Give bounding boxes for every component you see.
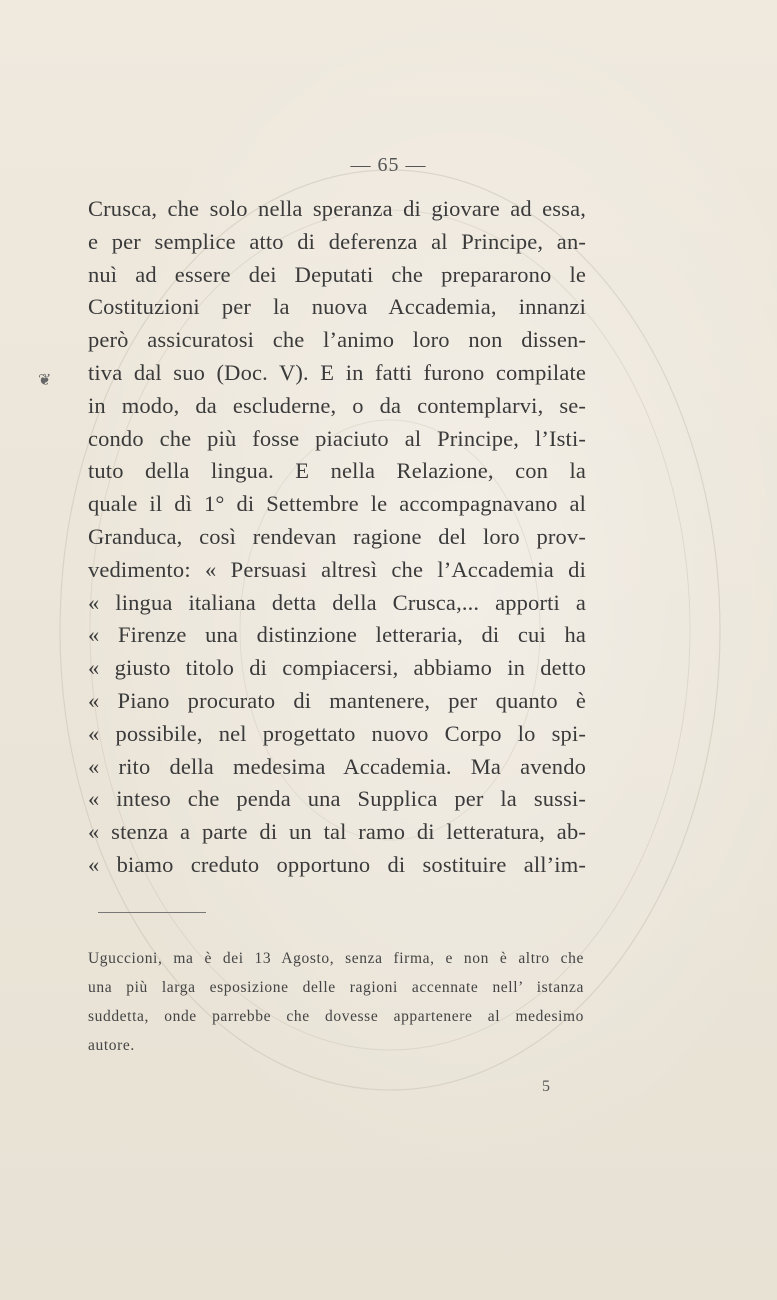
footnote-divider [98,912,206,913]
text-line: « possibile, nel progettato nuovo Corpo lo spi- [88,720,586,746]
margin-mark: ❦ [38,372,52,389]
footnote-line: una più larga esposizione delle ragioni accennate nell’ istanza [88,979,584,996]
text-line: in modo, da escluderne, o da contemplarvi, se- [88,392,586,418]
text-line: « giusto titolo di compiacersi, abbiamo in detto [88,655,586,681]
text-line: Crusca, che solo nella speranza di giovare ad essa, [88,196,586,221]
text-line: « lingua italiana detta della Crusca,... apporti a [88,589,586,615]
text-line: « stenza a parte di un tal ramo di letteratura, ab- [88,819,586,845]
text-line: « Piano procurato di mantenere, per quanto è [88,687,586,713]
footnote [88,944,584,1060]
footnote-line: Uguccioni, ma è dei 13 Agosto, senza firma, e non è altro che [88,950,584,967]
text-line: però assicuratosi che l’animo loro non dissen- [88,327,586,353]
text-line: tuto della lingua. E nella Relazione, con la [88,458,586,484]
text-line: Granduca, così rendevan ragione del loro prov- [88,523,586,549]
signature-mark: 5 [542,1078,550,1095]
text-line: tiva dal suo (Doc. V). E in fatti furono compilate [88,359,586,385]
text-line: « Firenze una distinzione letteraria, di cui ha [88,622,586,648]
text-line: condo che più fosse piaciuto al Principe, l’Isti- [88,425,586,451]
text-line: quale il dì 1° di Settembre le accompagnavano al [88,491,586,517]
text-line: e per semplice atto di deferenza al Principe, an- [88,228,586,254]
text-line: « inteso che penda una Supplica per la sussi- [88,786,586,812]
text-line: vedimento: « Persuasi altresì che l’Accademia di [88,556,586,582]
text-line: « rito della medesima Accademia. Ma avendo [88,753,586,779]
text-line: Costituzioni per la nuova Accademia, innanzi [88,294,586,320]
page-number: — 65 — [350,154,427,176]
body-text [88,193,586,882]
text-line: nuì ad essere dei Deputati che prepararono le [88,261,586,287]
footnote-line: autore. [88,1037,135,1054]
text-line: « biamo creduto opportuno di sostituire all’im- [88,851,586,877]
footnote-line: suddetta, onde parrebbe che dovesse appartenere al medesimo [88,1008,584,1025]
